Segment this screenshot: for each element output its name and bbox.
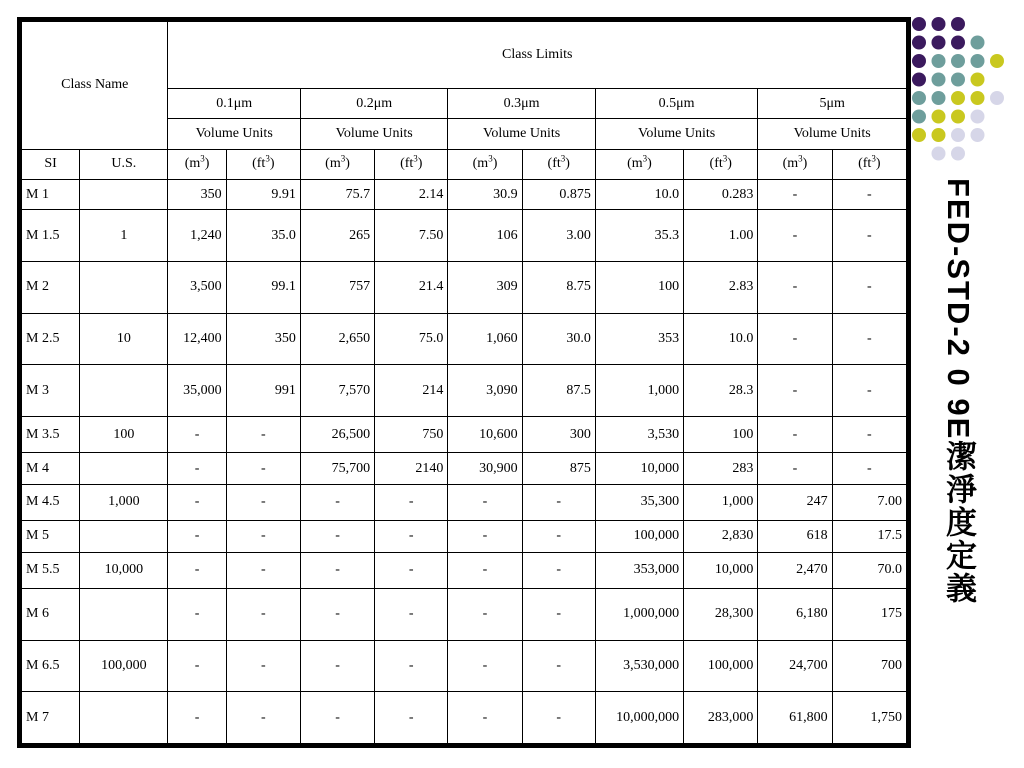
limit-value-cell: - xyxy=(448,521,522,552)
limit-value-cell: 991 xyxy=(226,365,300,417)
limit-value-cell: - xyxy=(758,210,832,262)
limit-value-cell: 2.14 xyxy=(375,179,448,209)
limit-value-cell: - xyxy=(758,365,832,417)
limit-value-cell: - xyxy=(168,521,226,552)
limit-value-cell: 309 xyxy=(448,261,522,313)
limit-value-cell: 7.50 xyxy=(375,210,448,262)
limit-value-cell: 10,000,000 xyxy=(595,692,683,744)
si-class-cell: M 4 xyxy=(22,453,80,484)
us-class-cell xyxy=(80,453,168,484)
us-class-cell: 100 xyxy=(80,416,168,452)
limit-value-cell: 35,300 xyxy=(595,484,683,520)
unit-ft3-header: $(ft^3)$ xyxy=(226,149,300,179)
limit-value-cell: 2,470 xyxy=(758,552,832,588)
limit-value-cell: 100,000 xyxy=(595,521,683,552)
limit-value-cell: 1,240 xyxy=(168,210,226,262)
limit-value-cell: 0.283 xyxy=(684,179,758,209)
limit-value-cell: - xyxy=(168,416,226,452)
limit-value-cell: 353,000 xyxy=(595,552,683,588)
si-class-cell: M 5 xyxy=(22,521,80,552)
decorative-dot xyxy=(990,54,1004,68)
limit-value-cell: - xyxy=(522,589,595,641)
decorative-dot-grid xyxy=(905,10,1015,170)
limit-value-cell: - xyxy=(226,484,300,520)
us-class-cell xyxy=(80,521,168,552)
unit-m3-header: $(m^3)$ xyxy=(300,149,374,179)
limit-value-cell: - xyxy=(522,640,595,692)
limit-value-cell: - xyxy=(832,179,906,209)
si-class-cell: M 1.5 xyxy=(22,210,80,262)
limit-value-cell: - xyxy=(375,552,448,588)
volume-units-header: Volume Units xyxy=(168,119,300,149)
si-class-cell: M 7 xyxy=(22,692,80,744)
decorative-dot xyxy=(912,73,926,87)
limit-value-cell: 247 xyxy=(758,484,832,520)
limit-value-cell: 70.0 xyxy=(832,552,906,588)
decorative-dot xyxy=(932,91,946,105)
decorative-dot xyxy=(912,36,926,50)
limit-value-cell: 10,600 xyxy=(448,416,522,452)
si-class-cell: M 2.5 xyxy=(22,313,80,365)
us-class-cell: 1 xyxy=(80,210,168,262)
limit-value-cell: - xyxy=(300,692,374,744)
limit-value-cell: 21.4 xyxy=(375,261,448,313)
limit-value-cell: 10,000 xyxy=(595,453,683,484)
limit-value-cell: - xyxy=(300,640,374,692)
limit-value-cell: 283 xyxy=(684,453,758,484)
table-row xyxy=(22,365,907,417)
limit-value-cell: 3,500 xyxy=(168,261,226,313)
limit-value-cell: - xyxy=(375,692,448,744)
limit-value-cell: 75.0 xyxy=(375,313,448,365)
us-class-cell xyxy=(80,365,168,417)
limit-value-cell: - xyxy=(758,416,832,452)
limit-value-cell: 30.0 xyxy=(522,313,595,365)
limit-value-cell: - xyxy=(168,453,226,484)
unit-ft3-header: $(ft^3)$ xyxy=(522,149,595,179)
size-header-0.1: 0.1μm xyxy=(168,88,300,118)
class-name-header: Class Name xyxy=(22,22,168,150)
limit-value-cell: - xyxy=(300,484,374,520)
si-class-cell: M 4.5 xyxy=(22,484,80,520)
decorative-dot xyxy=(951,73,965,87)
limit-value-cell: 100,000 xyxy=(684,640,758,692)
limit-value-cell: 6,180 xyxy=(758,589,832,641)
decorative-dot xyxy=(932,17,946,31)
limit-value-cell: - xyxy=(832,261,906,313)
limit-value-cell: 2140 xyxy=(375,453,448,484)
limit-value-cell: - xyxy=(375,484,448,520)
limit-value-cell: - xyxy=(448,484,522,520)
decorative-dot xyxy=(971,36,985,50)
volume-units-header: Volume Units xyxy=(758,119,907,149)
decorative-dot xyxy=(951,17,965,31)
limit-value-cell: 283,000 xyxy=(684,692,758,744)
limit-value-cell: 26,500 xyxy=(300,416,374,452)
limit-value-cell: - xyxy=(758,313,832,365)
decorative-dot xyxy=(932,54,946,68)
limit-value-cell: - xyxy=(375,589,448,641)
limit-value-cell: - xyxy=(522,552,595,588)
limit-value-cell: 3,090 xyxy=(448,365,522,417)
decorative-dot xyxy=(932,36,946,50)
limit-value-cell: - xyxy=(832,210,906,262)
limit-value-cell: 2,650 xyxy=(300,313,374,365)
limit-value-cell: - xyxy=(758,261,832,313)
decorative-dot xyxy=(951,128,965,142)
table-row xyxy=(22,210,907,262)
si-class-cell: M 6 xyxy=(22,589,80,641)
limit-value-cell: 24,700 xyxy=(758,640,832,692)
decorative-dot xyxy=(971,73,985,87)
limit-value-cell: 87.5 xyxy=(522,365,595,417)
unit-m3-header: $(m^3)$ xyxy=(595,149,683,179)
limit-value-cell: 350 xyxy=(168,179,226,209)
si-class-cell: M 3.5 xyxy=(22,416,80,452)
table-row xyxy=(22,416,907,452)
limit-value-cell: 1.00 xyxy=(684,210,758,262)
limit-value-cell: 1,000 xyxy=(595,365,683,417)
table-row xyxy=(22,313,907,365)
table-row xyxy=(22,692,907,744)
decorative-dot xyxy=(912,128,926,142)
size-header-0.2: 0.2μm xyxy=(300,88,447,118)
us-class-cell xyxy=(80,692,168,744)
limit-value-cell: 8.75 xyxy=(522,261,595,313)
limit-value-cell: - xyxy=(300,589,374,641)
limit-value-cell: 61,800 xyxy=(758,692,832,744)
limit-value-cell: 750 xyxy=(375,416,448,452)
limit-value-cell: 35,000 xyxy=(168,365,226,417)
limit-value-cell: - xyxy=(168,484,226,520)
limit-value-cell: 10.0 xyxy=(595,179,683,209)
limit-value-cell: - xyxy=(522,484,595,520)
decorative-dot xyxy=(951,54,965,68)
limit-value-cell: - xyxy=(758,179,832,209)
us-class-cell xyxy=(80,589,168,641)
limit-value-cell: 30.9 xyxy=(448,179,522,209)
limit-value-cell: - xyxy=(226,521,300,552)
limit-value-cell: - xyxy=(168,552,226,588)
limit-value-cell: 75.7 xyxy=(300,179,374,209)
decorative-dot xyxy=(932,110,946,124)
limit-value-cell: 3,530,000 xyxy=(595,640,683,692)
table-row xyxy=(22,552,907,588)
decorative-dot xyxy=(951,147,965,161)
limit-value-cell: 265 xyxy=(300,210,374,262)
unit-ft3-header: $(ft^3)$ xyxy=(832,149,906,179)
limit-value-cell: 35.0 xyxy=(226,210,300,262)
size-header-5: 5μm xyxy=(758,88,907,118)
si-class-cell: M 2 xyxy=(22,261,80,313)
us-class-cell: 100,000 xyxy=(80,640,168,692)
cleanliness-class-table xyxy=(17,17,911,748)
slide-title: FED-STD-2 0 9E潔淨度定義 xyxy=(941,178,976,606)
limit-value-cell: - xyxy=(226,589,300,641)
decorative-dot xyxy=(971,91,985,105)
limit-value-cell: 353 xyxy=(595,313,683,365)
limit-value-cell: 618 xyxy=(758,521,832,552)
decorative-dot xyxy=(932,147,946,161)
limit-value-cell: 10.0 xyxy=(684,313,758,365)
limit-value-cell: 28.3 xyxy=(684,365,758,417)
si-class-cell: M 5.5 xyxy=(22,552,80,588)
si-header: SI xyxy=(22,149,80,179)
us-class-cell: 10,000 xyxy=(80,552,168,588)
limit-value-cell: - xyxy=(448,692,522,744)
table-row xyxy=(22,484,907,520)
limit-value-cell: - xyxy=(226,416,300,452)
limit-value-cell: - xyxy=(448,552,522,588)
size-header-0.3: 0.3μm xyxy=(448,88,595,118)
limit-value-cell: 1,000,000 xyxy=(595,589,683,641)
limit-value-cell: - xyxy=(300,552,374,588)
table-row xyxy=(22,589,907,641)
unit-m3-header: $(m^3)$ xyxy=(758,149,832,179)
limit-value-cell: - xyxy=(832,416,906,452)
si-class-cell: M 1 xyxy=(22,179,80,209)
unit-ft3-header: $(ft^3)$ xyxy=(375,149,448,179)
decorative-dot xyxy=(951,91,965,105)
limit-value-cell: - xyxy=(226,692,300,744)
limit-value-cell: 1,000 xyxy=(684,484,758,520)
us-header: U.S. xyxy=(80,149,168,179)
limit-value-cell: 106 xyxy=(448,210,522,262)
limit-value-cell: 214 xyxy=(375,365,448,417)
limit-value-cell: 2,830 xyxy=(684,521,758,552)
limit-value-cell: 3,530 xyxy=(595,416,683,452)
limit-value-cell: 700 xyxy=(832,640,906,692)
class-limits-header: Class Limits xyxy=(168,22,907,89)
limit-value-cell: - xyxy=(448,589,522,641)
limit-value-cell: 12,400 xyxy=(168,313,226,365)
us-class-cell xyxy=(80,179,168,209)
si-class-cell: M 6.5 xyxy=(22,640,80,692)
limit-value-cell: 100 xyxy=(595,261,683,313)
limit-value-cell: - xyxy=(522,521,595,552)
limit-value-cell: 35.3 xyxy=(595,210,683,262)
limit-value-cell: - xyxy=(226,640,300,692)
volume-units-header: Volume Units xyxy=(448,119,595,149)
si-class-cell: M 3 xyxy=(22,365,80,417)
limit-value-cell: - xyxy=(832,313,906,365)
limit-value-cell: 175 xyxy=(832,589,906,641)
decorative-dot xyxy=(990,91,1004,105)
limit-value-cell: - xyxy=(448,640,522,692)
decorative-dot xyxy=(971,110,985,124)
limit-value-cell: 1,060 xyxy=(448,313,522,365)
decorative-dot xyxy=(951,110,965,124)
limit-value-cell: 757 xyxy=(300,261,374,313)
limit-value-cell: 300 xyxy=(522,416,595,452)
limit-value-cell: - xyxy=(300,521,374,552)
limit-value-cell: - xyxy=(226,453,300,484)
limit-value-cell: - xyxy=(375,640,448,692)
us-class-cell: 10 xyxy=(80,313,168,365)
limit-value-cell: - xyxy=(168,589,226,641)
limit-value-cell: - xyxy=(832,365,906,417)
decorative-dot xyxy=(912,54,926,68)
limit-value-cell: 7.00 xyxy=(832,484,906,520)
limit-value-cell: 17.5 xyxy=(832,521,906,552)
volume-units-header: Volume Units xyxy=(300,119,447,149)
us-class-cell: 1,000 xyxy=(80,484,168,520)
limit-value-cell: - xyxy=(832,453,906,484)
decorative-dot xyxy=(912,110,926,124)
class-limits-table xyxy=(21,21,907,744)
table-row xyxy=(22,261,907,313)
limit-value-cell: 350 xyxy=(226,313,300,365)
limit-value-cell: - xyxy=(522,692,595,744)
unit-m3-header: $(m^3)$ xyxy=(448,149,522,179)
limit-value-cell: 3.00 xyxy=(522,210,595,262)
limit-value-cell: - xyxy=(168,692,226,744)
decorative-dot xyxy=(951,36,965,50)
limit-value-cell: 30,900 xyxy=(448,453,522,484)
limit-value-cell: 875 xyxy=(522,453,595,484)
decorative-dot xyxy=(971,54,985,68)
limit-value-cell: - xyxy=(168,640,226,692)
limit-value-cell: - xyxy=(375,521,448,552)
unit-m3-header: $(m^3)$ xyxy=(168,149,226,179)
table-row xyxy=(22,179,907,209)
table-row xyxy=(22,453,907,484)
decorative-dot xyxy=(932,128,946,142)
limit-value-cell: 28,300 xyxy=(684,589,758,641)
limit-value-cell: 0.875 xyxy=(522,179,595,209)
unit-ft3-header: $(ft^3)$ xyxy=(684,149,758,179)
limit-value-cell: - xyxy=(226,552,300,588)
us-class-cell xyxy=(80,261,168,313)
limit-value-cell: 75,700 xyxy=(300,453,374,484)
size-header-0.5: 0.5μm xyxy=(595,88,758,118)
decorative-dot xyxy=(912,17,926,31)
limit-value-cell: 99.1 xyxy=(226,261,300,313)
limit-value-cell: 1,750 xyxy=(832,692,906,744)
table-row xyxy=(22,640,907,692)
limit-value-cell: 100 xyxy=(684,416,758,452)
decorative-dot xyxy=(912,91,926,105)
table-row xyxy=(22,521,907,552)
decorative-dot xyxy=(971,128,985,142)
decorative-dot xyxy=(932,73,946,87)
limit-value-cell: 7,570 xyxy=(300,365,374,417)
limit-value-cell: 2.83 xyxy=(684,261,758,313)
limit-value-cell: 10,000 xyxy=(684,552,758,588)
volume-units-header: Volume Units xyxy=(595,119,758,149)
limit-value-cell: 9.91 xyxy=(226,179,300,209)
limit-value-cell: - xyxy=(758,453,832,484)
